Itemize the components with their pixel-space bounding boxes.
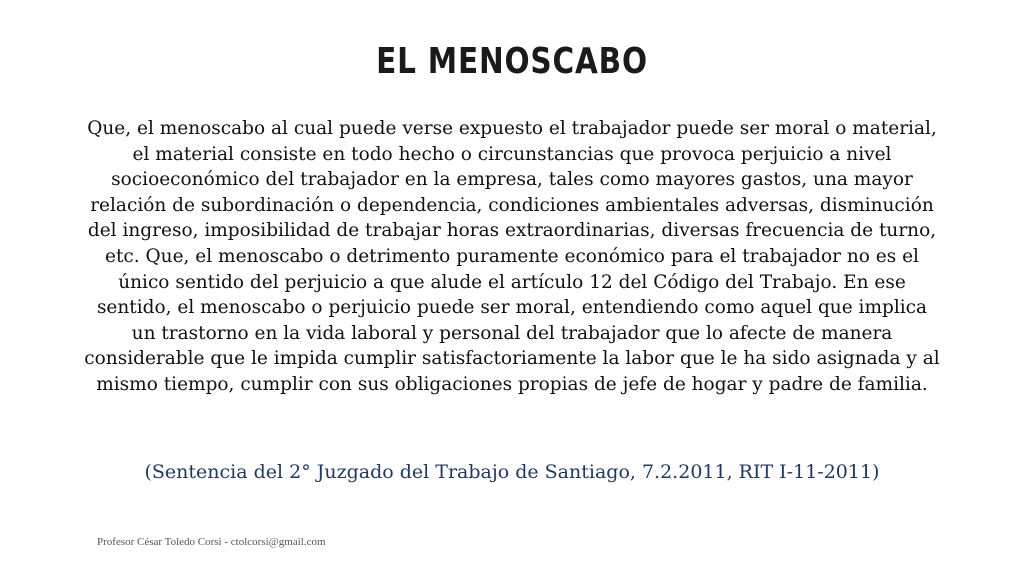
slide-title: EL MENOSCABO bbox=[376, 41, 648, 82]
footer-author: Profesor César Toledo Corsi - ctolcorsi@gmail.com bbox=[97, 536, 326, 548]
citation: (Sentencia del 2° Juzgado del Trabajo de Santiago, 7.2.2011, RIT I-11-2011) bbox=[144, 461, 880, 483]
body-paragraph: Que, el menoscabo al cual puede verse expuesto el trabajador puede ser moral o material, el material consiste en todo hecho o circunstancias que provoca perjuicio a nivel socioeconómico del trabajador en la empresa, tales como mayores gastos, una mayor relación de subordinación o dependencia, condiciones ambientales adversas, disminución del ingreso, imposibilidad de trabajar horas extraordinarias, diversas frecuencia de turno, etc. Que, el menoscabo o detrimento puramente económico para el trabajador no es el único sentido del perjuicio a que alude el artículo 12 del Código del Trabajo. En ese sentido, el menoscabo o perjuicio puede ser moral, entendiendo como aquel que implica un trastorno en la vida laboral y personal del trabajador que lo afecte de manera considerable que le impida cumplir satisfactoriamente la labor que le ha sido asignada y al mismo tiempo, cumplir con sus obligaciones propias de jefe de hogar y padre de familia. bbox=[84, 118, 940, 395]
